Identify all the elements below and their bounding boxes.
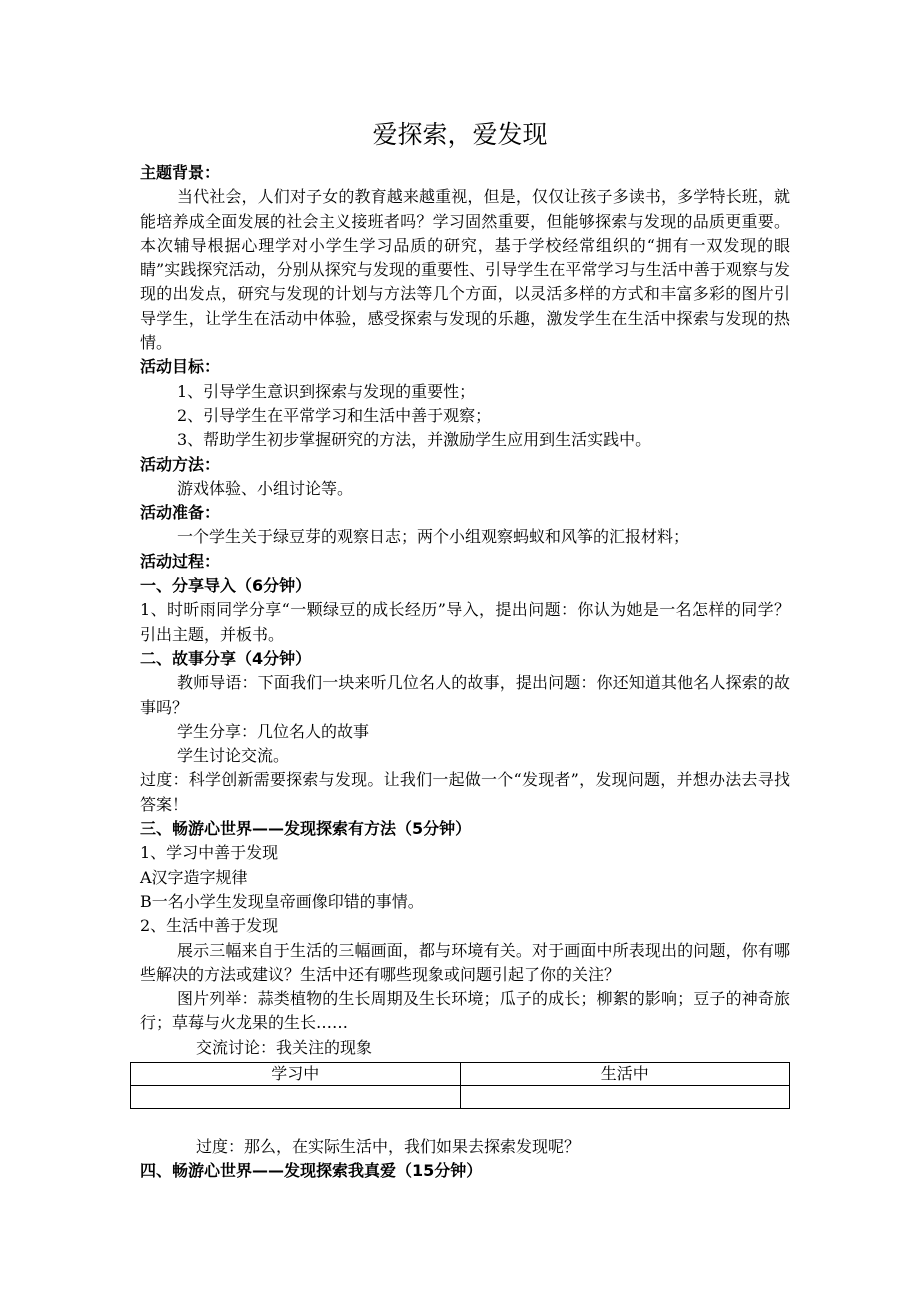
section-3-heading: 三、畅游心世界——发现探索有方法（5分钟） bbox=[140, 819, 472, 839]
section-2-paragraph: 教师导语：下面我们一块来听几位名人的故事，提出问题：你还知道其他名人探索的故事吗？ bbox=[140, 673, 790, 717]
observation-table bbox=[130, 1062, 790, 1109]
section-2-paragraph: 学生讨论交流。 bbox=[177, 746, 290, 766]
document-body bbox=[140, 161, 790, 1184]
page-title: 爱探索，爱发现 bbox=[372, 120, 548, 149]
table-row bbox=[131, 1085, 790, 1108]
section-3-discussion: 交流讨论：我关注的现象 bbox=[196, 1037, 373, 1057]
section-2-heading: 二、故事分享（4分钟） bbox=[140, 648, 312, 668]
section-3-paragraph: 图片列举：蒜类植物的生长周期及生长环境；瓜子的成长；柳絮的影响；豆子的神奇旅行；草莓与火龙果的生长…… bbox=[140, 989, 790, 1033]
goal-item: 3、帮助学生初步掌握研究的方法，并激励学生应用到生活实践中。 bbox=[177, 430, 652, 450]
section-2-transition: 过度：科学创新需要探索与发现。让我们一起做一个“发现者”，发现问题，并想办法去寻找答案！ bbox=[140, 770, 790, 814]
methods-text: 游戏体验、小组讨论等。 bbox=[177, 478, 354, 498]
table-cell bbox=[131, 1085, 461, 1108]
section-3-paragraph: 展示三幅来自于生活的三幅画面，都与环境有关。对于画面中所表现出的问题，你有哪些解决的方法或建议？生活中还有哪些现象或问题引起了你的关注？ bbox=[140, 940, 790, 984]
section-3-line: 2、生活中善于发现 bbox=[140, 916, 279, 936]
section-1-text: 1、时昕雨同学分享“一颗绿豆的成长经历”导入，提出问题：你认为她是一名怎样的同学？引出主题，并板书。 bbox=[140, 600, 790, 644]
table-header-cell: 生活中 bbox=[460, 1062, 790, 1085]
methods-heading: 活动方法： bbox=[140, 454, 221, 474]
table-header-cell: 学习中 bbox=[131, 1062, 461, 1085]
process-heading: 活动过程： bbox=[140, 551, 221, 571]
table-cell bbox=[460, 1085, 790, 1108]
section-2-paragraph: 学生分享：几位名人的故事 bbox=[177, 721, 370, 741]
goal-item: 1、引导学生意识到探索与发现的重要性； bbox=[177, 381, 476, 401]
section-3-transition: 过度：那么，在实际生活中，我们如果去探索发现呢？ bbox=[196, 1136, 581, 1156]
background-text: 当代社会，人们对子女的教育越来越重视，但是，仅仅让孩子多读书，多学特长班，就能培养成全面发展的社会主义接班者吗？学习固然重要，但能够探索与发现的品质更重要。本次辅导根据心理学对小学生学习品质的研究，基于学校经常组织的“拥有一双发现的眼睛”实践探究活动，分别从探究与发现的重要性、引导学生在平常学习与生活中善于观察与发现的出发点，研究与发现的计划与方法等几个方面，以灵活多样的方式和丰富多彩的图片引导学生，让学生在活动中体验，感受探索与发现的乐趣，激发学生在生活中探索与发现的热情。 bbox=[140, 187, 790, 353]
goals-heading: 活动目标： bbox=[140, 357, 221, 377]
section-3-line: B一名小学生发现皇帝画像印错的事情。 bbox=[140, 891, 424, 911]
section-3-line: A汉字造字规律 bbox=[140, 867, 248, 887]
prep-text: 一个学生关于绿豆芽的观察日志；两个小组观察蚂蚁和风筝的汇报材料； bbox=[177, 527, 690, 547]
goal-item: 2、引导学生在平常学习和生活中善于观察； bbox=[177, 405, 492, 425]
background-heading: 主题背景： bbox=[140, 163, 221, 182]
section-4-heading: 四、畅游心世界——发现探索我真爱（15分钟） bbox=[140, 1161, 483, 1181]
table-header-row bbox=[131, 1062, 790, 1085]
section-1-heading: 一、分享导入（6分钟） bbox=[140, 576, 312, 596]
section-3-line: 1、学习中善于发现 bbox=[140, 843, 279, 863]
prep-heading: 活动准备： bbox=[140, 503, 221, 523]
